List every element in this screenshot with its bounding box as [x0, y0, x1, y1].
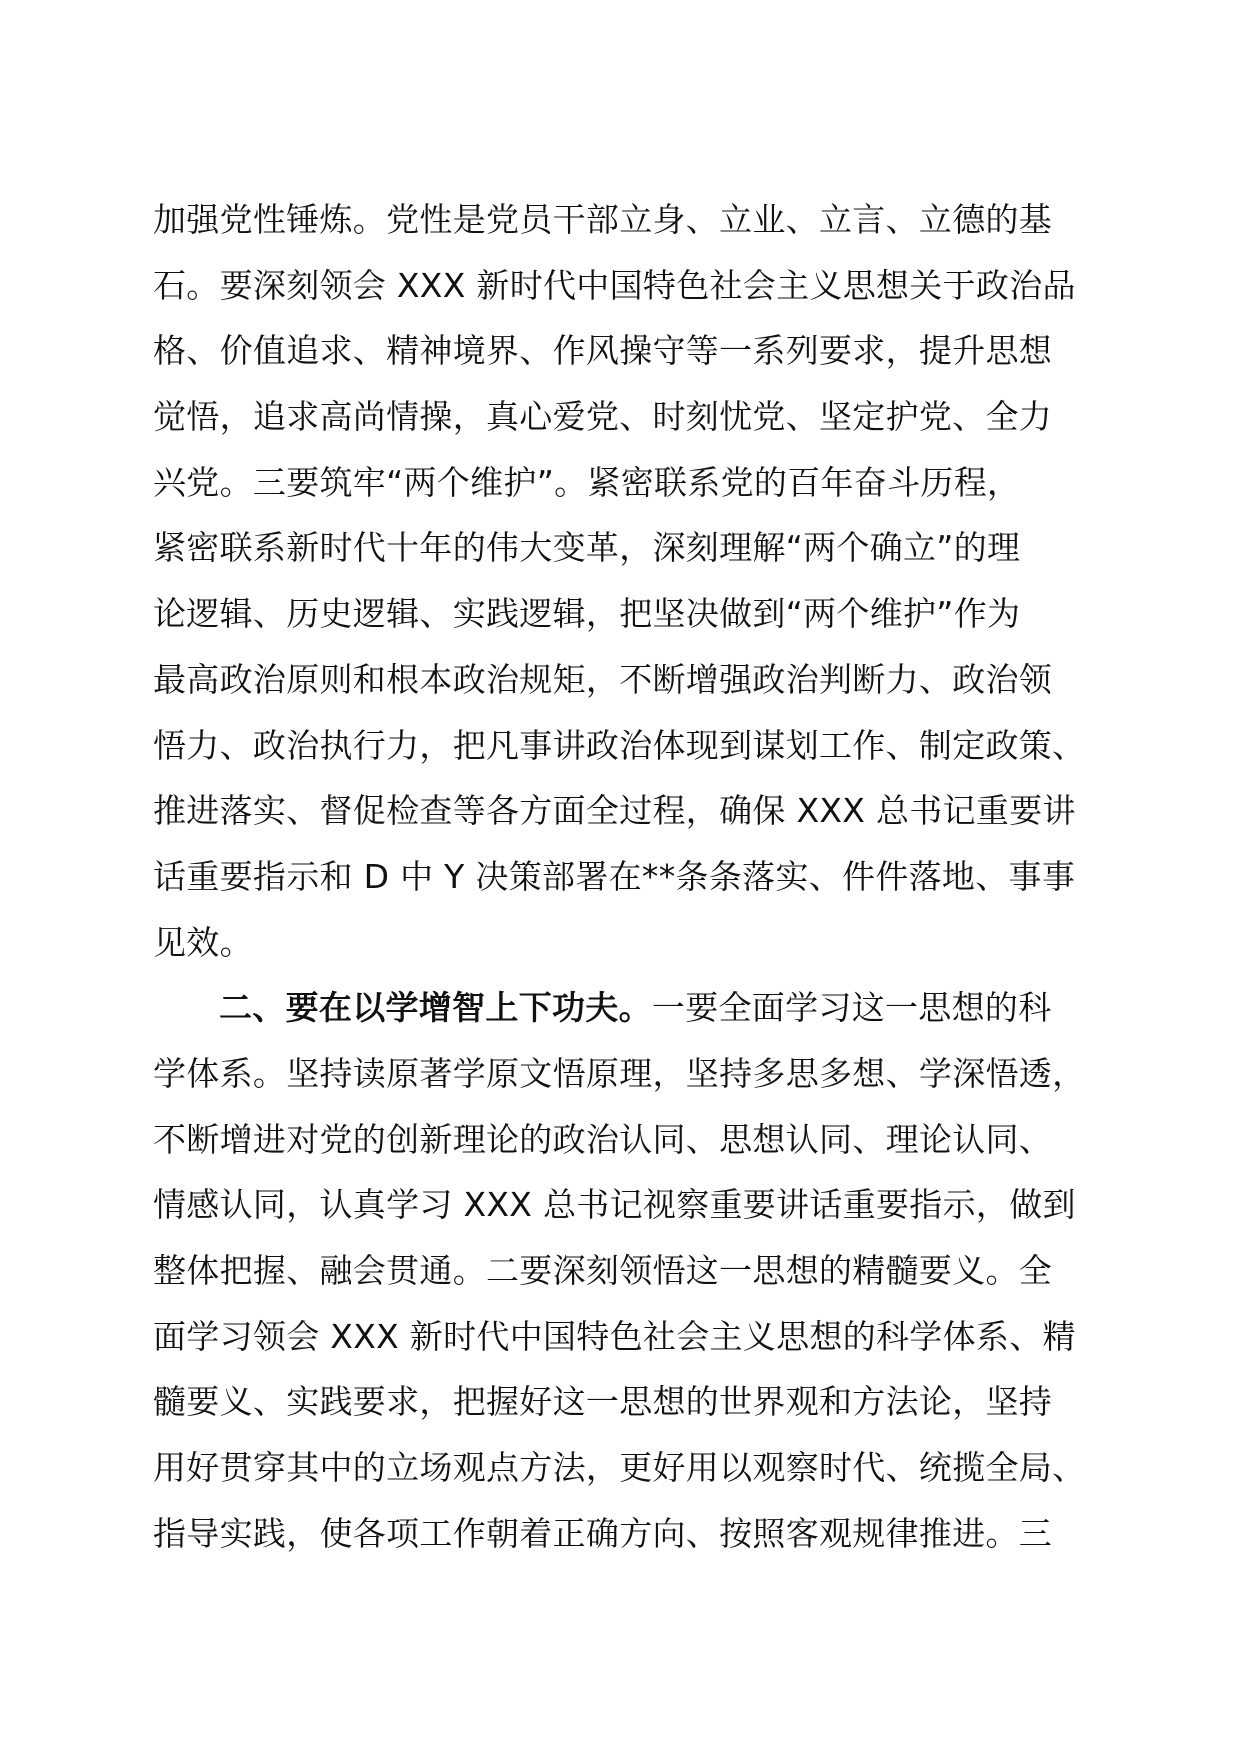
- text-line: 面学习领会 XXX 新时代中国特色社会主义思想的科学体系、精: [153, 1316, 1076, 1356]
- text-line: 最高政治原则和根本政治规矩，不断增强政治判断力、政治领: [153, 659, 1053, 699]
- body-text: [153, 187, 1113, 1566]
- text-line: 指导实践，使各项工作朝着正确方向、按照客观规律推进。三: [153, 1513, 1053, 1553]
- text-line: 加强党性锤炼。党性是党员干部立身、立业、立言、立德的基: [153, 200, 1053, 239]
- text-line: 学体系。坚持读原著学原文悟原理，坚持多思多想、学深悟透，: [153, 1053, 1086, 1093]
- section-2-heading: 二、要在以学增智上下功夫。: [219, 988, 652, 1028]
- text-line: 论逻辑、历史逻辑、实践逻辑，把坚决做到“两个维护”作为: [153, 594, 1021, 634]
- text-line: 整体把握、融会贯通。二要深刻领悟这一思想的精髓要义。全: [153, 1251, 1053, 1290]
- text-line: 见效。: [153, 922, 253, 962]
- text-line: 格、价值追求、精神境界、作风操守等一系列要求，提升思想: [153, 331, 1053, 371]
- text-line: 髓要义、实践要求，把握好这一思想的世界观和方法论，坚持: [153, 1382, 1053, 1422]
- text-line: 兴党。三要筑牢“两个维护”。紧密联系党的百年奋斗历程，: [153, 462, 1021, 502]
- text-line: 不断增进对党的创新理论的政治认同、思想认同、理论认同、: [153, 1119, 1053, 1159]
- section-2-first-line-text: 一要全面学习这一思想的科: [651, 988, 1052, 1028]
- text-line: 用好贯穿其中的立场观点方法，更好用以观察时代、统揽全局、: [153, 1448, 1086, 1488]
- text-line: 情感认同，认真学习 XXX 总书记视察重要讲话重要指示，做到: [153, 1185, 1076, 1225]
- section-2-first-line: [153, 975, 1113, 1041]
- text-line: 推进落实、督促检查等各方面全过程，确保 XXX 总书记重要讲: [153, 791, 1076, 831]
- text-line: 话重要指示和 D 中 Y 决策部署在**条条落实、件件落地、事事: [153, 856, 1076, 896]
- text-line: 紧密联系新时代十年的伟大变革，深刻理解“两个确立”的理: [153, 528, 1021, 568]
- text-line: 觉悟，追求高尚情操，真心爱党、时刻忧党、坚定护党、全力: [153, 397, 1053, 437]
- text-line: 石。要深刻领会 XXX 新时代中国特色社会主义思想关于政治品: [153, 265, 1076, 305]
- text-line: 悟力、政治执行力，把凡事讲政治体现到谋划工作、制定政策、: [153, 725, 1086, 765]
